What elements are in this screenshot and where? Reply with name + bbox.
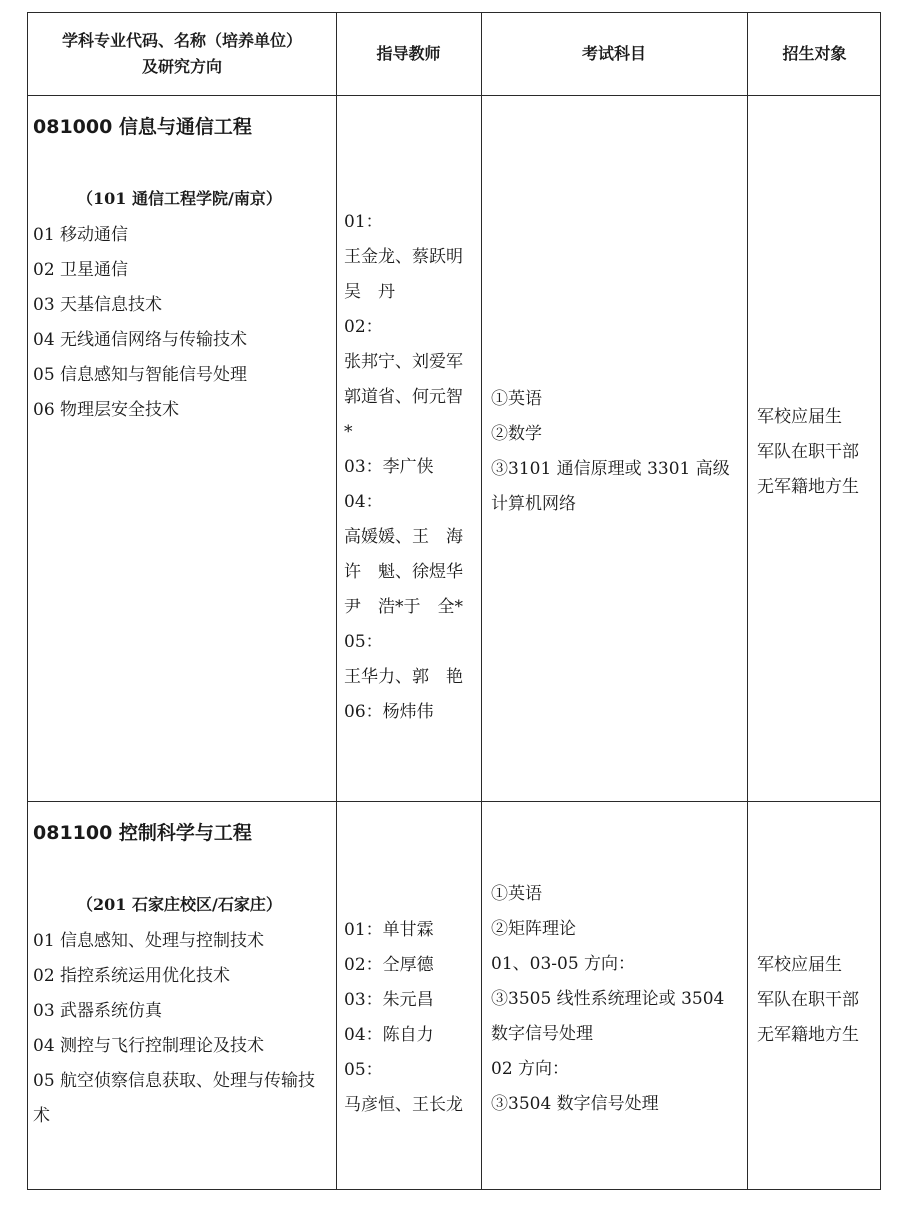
- direction-item: 术: [33, 1106, 50, 1126]
- major-title: 081000 信息与通信工程: [33, 116, 252, 138]
- direction-item: 02 卫星通信: [33, 260, 129, 280]
- exam-line: ③3101 通信原理或 3301 高级: [491, 459, 730, 479]
- row-divider: [28, 801, 880, 802]
- exam-line: 01、03-05 方向：: [491, 954, 636, 974]
- direction-item: 02 指控系统运用优化技术: [33, 966, 231, 986]
- direction-item: 06 物理层安全技术: [33, 400, 180, 420]
- advisor-line: 03：李广侠: [344, 457, 434, 477]
- admission-table: [27, 12, 881, 1190]
- advisor-line: 02：: [344, 317, 383, 337]
- advisor-line: 01：: [344, 212, 383, 232]
- exam-line: ②矩阵理论: [491, 919, 576, 939]
- advisor-line: 王金龙、蔡跃明: [344, 247, 463, 267]
- advisor-line: 高媛媛、王 海: [344, 527, 463, 547]
- header-divider: [28, 95, 880, 96]
- major-title: 081100 控制科学与工程: [33, 822, 252, 844]
- advisor-line: 马彦恒、王长龙: [344, 1095, 463, 1115]
- advisor-line: 03：朱元昌: [344, 990, 434, 1010]
- column-divider: [336, 13, 337, 1189]
- column-divider: [481, 13, 482, 1189]
- direction-item: 05 信息感知与智能信号处理: [33, 365, 248, 385]
- target-line: 无军籍地方生: [757, 477, 859, 497]
- advisor-line: *: [344, 422, 353, 442]
- advisor-line: 01：单甘霖: [344, 920, 434, 940]
- direction-item: 05 航空侦察信息获取、处理与传输技: [33, 1071, 316, 1091]
- direction-item: 04 测控与飞行控制理论及技术: [33, 1036, 265, 1056]
- row1-exams-cell: [491, 382, 743, 522]
- training-unit: （101 通信工程学院/南京）: [77, 189, 282, 208]
- advisor-line: 王华力、郭 艳: [344, 667, 463, 687]
- row1-advisors-cell: [344, 205, 479, 730]
- training-unit: （201 石家庄校区/石家庄）: [77, 895, 282, 914]
- advisor-line: 许 魁、徐煜华: [344, 562, 463, 582]
- header-advisors: 指导教师: [376, 44, 441, 63]
- exam-line: ①英语: [491, 389, 542, 409]
- direction-item: 01 移动通信: [33, 225, 129, 245]
- row1-major-cell: [33, 110, 331, 428]
- target-line: 军队在职干部: [757, 990, 859, 1010]
- advisor-line: 吴 丹: [344, 282, 395, 302]
- exam-line: 计算机网络: [491, 494, 576, 514]
- target-line: 军校应届生: [757, 955, 842, 975]
- advisor-line: 05：: [344, 632, 383, 652]
- target-line: 军队在职干部: [757, 442, 859, 462]
- advisor-line: 郭道省、何元智: [344, 387, 463, 407]
- header-exams: 考试科目: [581, 44, 646, 63]
- row2-targets-cell: [757, 948, 879, 1053]
- advisor-line: 04：: [344, 492, 383, 512]
- exam-line: 02 方向：: [491, 1059, 570, 1079]
- row1-targets-cell: [757, 400, 879, 505]
- advisor-line: 05：: [344, 1060, 383, 1080]
- exam-line: 数字信号处理: [491, 1024, 593, 1044]
- column-divider: [747, 13, 748, 1189]
- direction-item: 03 武器系统仿真: [33, 1001, 163, 1021]
- advisor-line: 02：仝厚德: [344, 955, 434, 975]
- exam-line: ③3504 数字信号处理: [491, 1094, 659, 1114]
- advisor-line: 尹 浩*于 全*: [344, 597, 463, 617]
- row2-advisors-cell: [344, 913, 479, 1123]
- exam-line: ①英语: [491, 884, 542, 904]
- exam-line: ③3505 线性系统理论或 3504: [491, 989, 725, 1009]
- exam-line: ②数学: [491, 424, 542, 444]
- advisor-line: 张邦宁、刘爱军: [344, 352, 463, 372]
- advisor-line: 04：陈自力: [344, 1025, 434, 1045]
- row2-major-cell: [33, 816, 331, 1134]
- header-targets: 招生对象: [782, 44, 847, 63]
- direction-item: 03 天基信息技术: [33, 295, 163, 315]
- header-major-line2: 及研究方向: [141, 57, 222, 76]
- direction-item: 04 无线通信网络与传输技术: [33, 330, 248, 350]
- row2-exams-cell: [491, 877, 743, 1122]
- header-major-line1: 学科专业代码、名称（培养单位）: [61, 31, 302, 50]
- header-major: [28, 13, 336, 95]
- direction-item: 01 信息感知、处理与控制技术: [33, 931, 265, 951]
- target-line: 军校应届生: [757, 407, 842, 427]
- advisor-line: 06：杨炜伟: [344, 702, 434, 722]
- target-line: 无军籍地方生: [757, 1025, 859, 1045]
